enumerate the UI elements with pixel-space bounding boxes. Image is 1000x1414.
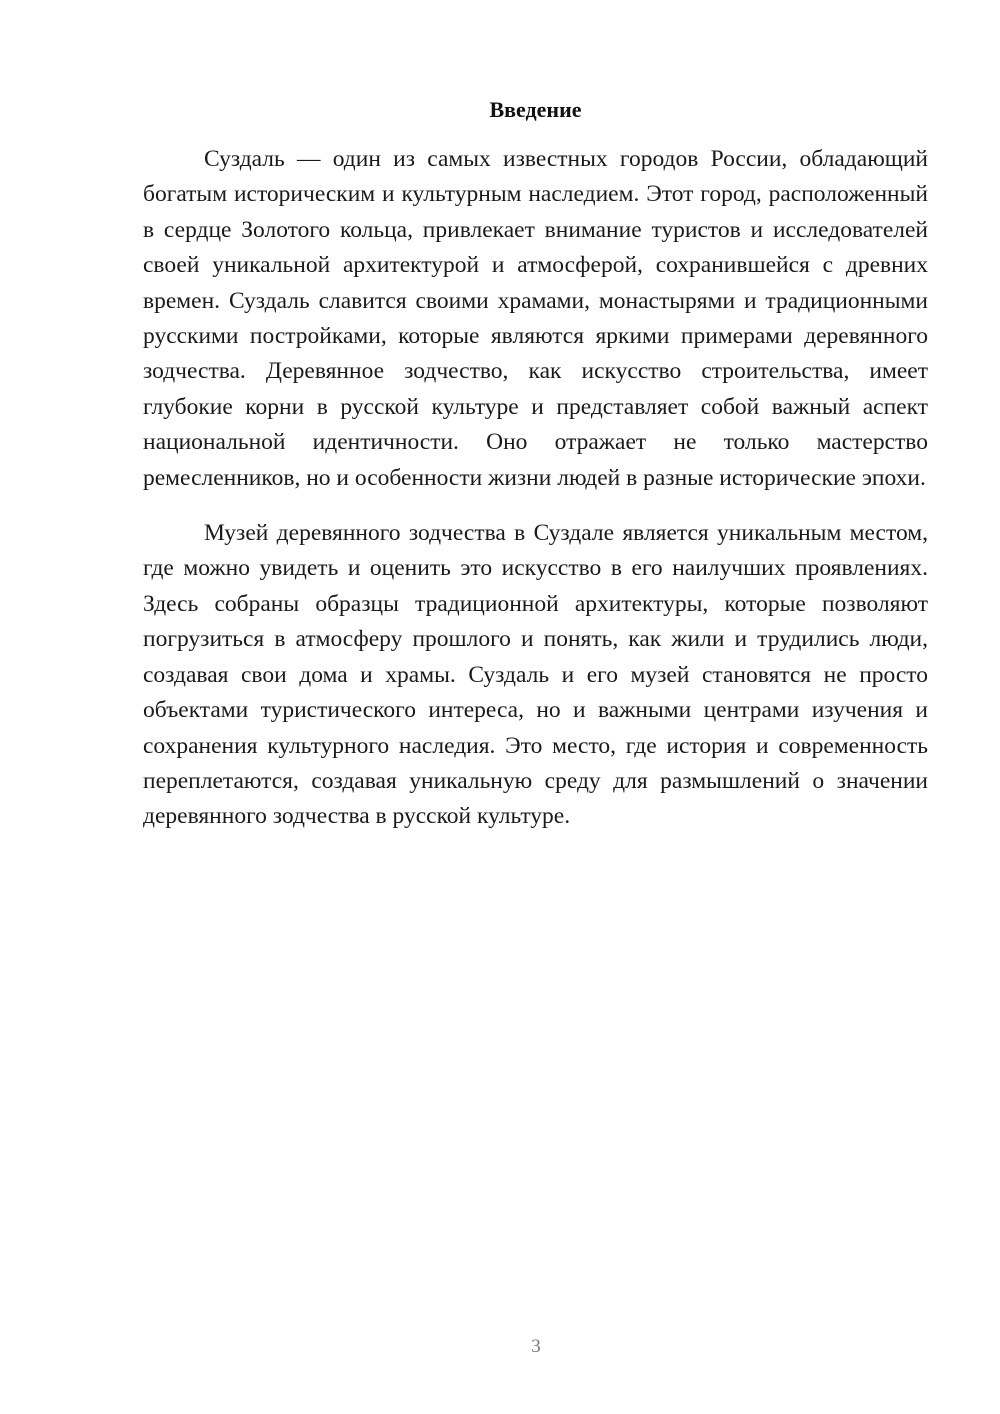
page-content: [143, 95, 928, 835]
page-number: 3: [531, 1336, 541, 1357]
body-paragraph-1: Суздаль — один из самых известных городов России, обладающий богатым историческим и культурным наследием. Этот город, расположенный в сердце Золотого кольца, привлекает внимание туристов и исследователей своей уникальной архитектурой и атмосферой, сохранившейся с древних времен. Суздаль славится своими храмами, монастырями и традиционными русскими постройками, которые являются яркими примерами деревянного зодчества. Деревянное зодчество, как искусство строительства, имеет глубокие корни в русской культуре и представляет собой важный аспект национальной идентичности. Оно отражает не только мастерство ремесленников, но и особенности жизни людей в разные исторические эпохи.: [143, 146, 928, 491]
section-heading: Введение: [489, 97, 582, 122]
body-paragraph-2: Музей деревянного зодчества в Суздале является уникальным местом, где можно увидеть и оценить это искусство в его наилучших проявлениях. Здесь собраны образцы традиционной архитектуры, которые позволяют погрузиться в атмосферу прошлого и понять, как жили и трудились люди, создавая свои дома и храмы. Суздаль и его музей становятся не просто объектами туристического интереса, но и важными центрами изучения и сохранения культурного наследия. Это место, где история и современность переплетаются, создавая уникальную среду для размышлений о значении деревянного зодчества в русской культуре.: [143, 520, 928, 830]
